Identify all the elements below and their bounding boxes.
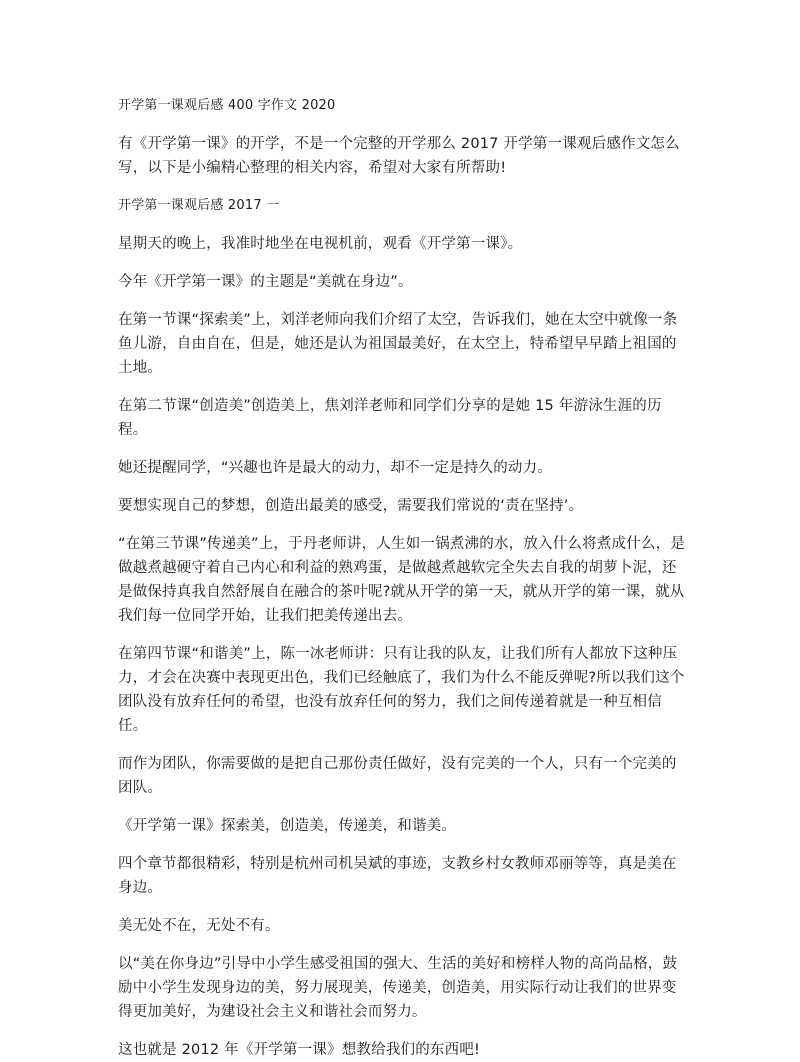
paragraph: 《开学第一课》探索美，创造美，传递美，和谐美。 [118, 818, 457, 834]
paragraph: 在第一节课“探索美”上，刘洋老师向我们介绍了太空，告诉我们，她在太空中就像一条鱼儿游，自由自在，但是，她还是认为祖国最美好，在太空上，特希望早早踏上祖国的土地。 [118, 312, 678, 376]
paragraph: 星期天的晚上，我准时地坐在电视机前，观看《开学第一课》。 [118, 236, 523, 252]
paragraph-intro: 有《开学第一课》的开学，不是一个完整的开学那么 2017 开学第一课观后感作文怎么写，以下是小编精心整理的相关内容，希望对大家有所帮助! [118, 136, 680, 176]
paragraph: 四个章节都很精彩，特别是杭州司机吴斌的事迹，支教乡村女教师邓丽等等，真是美在身边。 [118, 856, 677, 896]
paragraph: 在第二节课“创造美”创造美上，焦刘洋老师和同学们分享的是她 15 年游泳生涯的历程。 [118, 398, 662, 438]
paragraph: 在第四节课“和谐美”上，陈一冰老师讲：只有让我的队友，让我们所有人都放下这种压力，才会在决赛中表现更出色，我们已经触底了，我们为什么不能反弹呢?所以我们这个团队没有放弃任何的希望，也没有放弃任何的努力，我们之间传递着就是一种互相信任。 [118, 646, 685, 734]
paragraph: 美无处不在，无处不有。 [118, 918, 280, 934]
section-heading: 开学第一课观后感 2017 一 [118, 198, 280, 213]
document-title: 开学第一课观后感 400 字作文 2020 [118, 98, 336, 113]
paragraph-closing: 这也就是 2012 年《开学第一课》想教给我们的东西吧! [118, 1042, 481, 1058]
paragraph: 而作为团队，你需要做的是把自己那份责任做好，没有完美的一个人，只有一个完美的团队。 [118, 756, 677, 796]
paragraph: 今年《开学第一课》的主题是“美就在身边”。 [118, 274, 413, 290]
paragraph: 以“美在你身边”引导中小学生感受祖国的强大、生活的美好和榜样人物的高尚品格，鼓励中小学生发现身边的美，努力展现美，传递美，创造美，用实际行动让我们的世界变得更加美好，为建设社会主义和谐社会而努力。 [118, 956, 678, 1020]
paragraph: 她还提醒同学，“兴趣也许是最大的动力，却不一定是持久的动力。 [118, 460, 553, 476]
paragraph: 要想实现自己的梦想，创造出最美的感受，需要我们常说的‘责在坚持’。 [118, 498, 584, 514]
paragraph: “在第三节课”传递美”上，于丹老师讲，人生如一锅煮沸的水，放入什么将煮成什么，是做越煮越硬守着自己内心和利益的熟鸡蛋，是做越煮越软完全失去自我的胡萝卜泥，还是做保持真我自然舒展自在融合的茶叶呢?就从开学的第一天，就从开学的第一课，就从我们每一位同学开始，让我们把美传递出去。 [118, 536, 686, 624]
